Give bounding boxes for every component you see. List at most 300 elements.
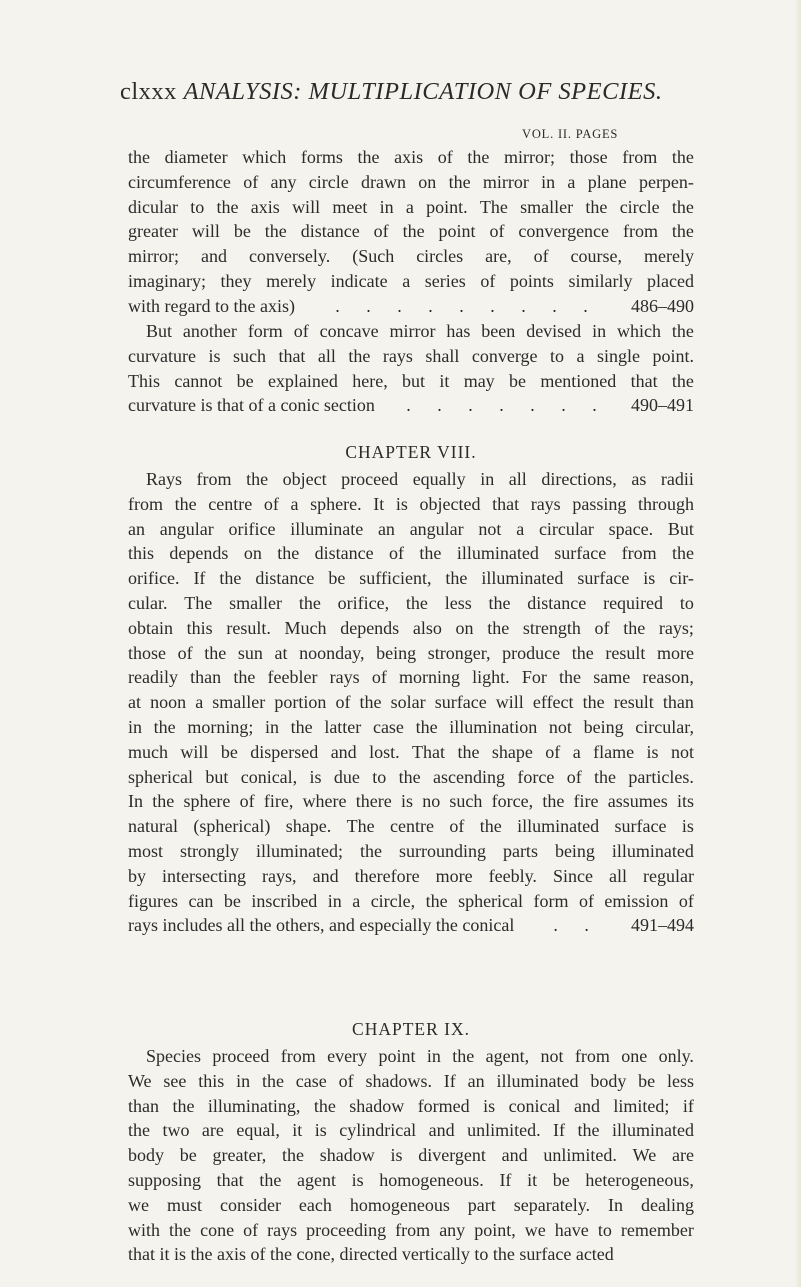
word: latter [324,716,362,737]
word: it [292,1120,303,1141]
word: emission [604,890,669,911]
word: the [448,171,471,192]
word: cone [200,1219,235,1240]
word: in [592,321,607,341]
word: be [509,370,526,391]
word: a [195,692,204,713]
word: every [327,1046,368,1066]
leader-text: curvature is that of a conic section [128,395,375,416]
text-line [128,195,694,220]
word: the [405,592,428,613]
word: rays, [262,865,297,886]
text-line [128,1069,694,1094]
word: diameter [164,147,228,167]
word: which [617,321,661,341]
word: point [438,221,476,242]
word: an [128,518,145,539]
word: there [355,791,392,812]
word: distance [527,592,587,613]
word: rays; [658,617,694,638]
leader-line [128,294,694,319]
word: may [463,370,495,391]
word: single [596,345,640,366]
text-line [128,145,694,170]
page-edge-shadow [795,0,801,1287]
word: separately. [513,1194,591,1215]
word: mirror [389,321,436,341]
word: If [193,568,206,589]
word: the [585,196,608,217]
word: inscribed [251,890,318,911]
word: If [553,1120,566,1141]
word: than [128,1095,159,1116]
word: the [571,642,594,663]
word: intersecting [162,865,247,886]
word: shall [425,345,460,366]
text-line [128,591,694,616]
word: will [292,196,321,217]
word: If [499,1169,512,1190]
word: fire [573,791,599,812]
word: homogeneous [349,1194,450,1215]
word: from [622,147,658,167]
word: be [328,568,346,589]
word: of [177,642,193,663]
page-range: 486–490 [631,295,694,316]
word: parts [502,840,538,861]
word: the [357,147,380,167]
word: point. [426,196,468,217]
word: being [554,840,595,861]
paragraph-lines [128,467,694,913]
word: convergence [518,221,610,242]
word: greater, [212,1145,267,1166]
word: illumination [449,716,538,737]
text-line [128,839,694,864]
word: a [567,171,576,192]
word: lost. [369,741,400,762]
text-line [128,814,694,839]
word: being [376,642,417,663]
word: which [242,147,287,167]
leader-line [128,393,694,418]
text-line [128,344,694,369]
word: more [435,865,473,886]
word: sphere. [310,493,362,514]
word: the [467,147,490,167]
word: course, [570,246,623,267]
text-line [128,492,694,517]
word: limited; [613,1095,670,1116]
word: orifice [228,518,276,539]
word: the [488,592,511,613]
word: surface [554,543,607,564]
word: is [208,345,221,366]
word: concave [319,321,379,341]
word: imaginary; [128,270,206,291]
word: plane [587,171,627,192]
page-number: clxxx [120,78,177,105]
word: of [389,543,405,564]
word: radii [660,469,694,489]
word: If [443,1070,456,1091]
word: the [298,592,321,613]
word: perpen- [638,171,694,192]
word: point [378,1046,416,1066]
word: will [495,692,524,713]
word: illuminated; [256,840,343,861]
word: We [128,1070,152,1091]
word: smaller [520,196,574,217]
word: from [574,1046,610,1066]
word: to [597,1219,612,1240]
word: will [191,221,220,242]
word: and [573,1095,600,1116]
word: portion [274,692,327,713]
word: the [671,321,694,341]
word: agent, [485,1046,530,1066]
word: surface [577,568,630,589]
word: a [572,741,581,762]
word: morning; [187,716,254,737]
word: shadow [319,1145,375,1166]
word: any [270,171,297,192]
word: force [517,766,555,787]
word: in [480,469,495,489]
word: sun [237,642,263,663]
word: directions, [541,469,617,489]
word: a [352,890,361,911]
word: produce [502,642,561,663]
word: in [327,890,342,911]
page-range: 490–491 [631,395,694,416]
text-line [128,789,694,814]
word: to [372,766,387,787]
word: drawn [361,171,406,192]
word: feebler [267,667,318,688]
chapter-heading-ix: CHAPTER IX. [352,1019,470,1039]
text-line [128,616,694,641]
paragraph-chapter-ix [128,1044,694,1267]
word: flame [593,741,635,762]
word: an [467,1070,485,1091]
word: centre [208,493,253,514]
word: shape. [285,816,332,837]
word: be [233,221,251,242]
word: the [128,1120,150,1141]
word: the [623,617,646,638]
word: ascending [433,766,505,787]
word: sufficient, [359,568,432,589]
word: series [424,270,466,291]
word: the [671,196,694,217]
word: the [672,543,694,564]
word: not [540,1046,564,1066]
text-line-last: that it is the axis of the cone, directed vertically to the surface acted [128,1244,614,1265]
word: similarly [568,270,633,291]
word: those [569,147,608,167]
word: Species [146,1046,201,1066]
word: see [163,1070,187,1091]
word: solar [390,692,426,713]
text-line [128,319,694,344]
word: have [554,1219,589,1240]
word: of [489,221,505,242]
word: result [613,692,654,713]
word: that [278,345,306,366]
word: supposing [128,1169,202,1190]
word: of [373,221,389,242]
word: case [295,1070,327,1091]
text-line [128,170,694,195]
word: result [605,642,646,663]
word: figures [128,890,178,911]
text-line [128,740,694,765]
word: objected [419,493,481,514]
chapter-heading-viii: CHAPTER VIII. [345,442,477,462]
word: the [290,716,313,737]
word: due [333,766,360,787]
word: (Such [352,246,395,267]
word: of [338,1070,354,1091]
word: not [478,518,502,539]
word: of [594,617,610,638]
word: the [169,1219,192,1240]
word: the [577,1120,600,1141]
word: the [174,493,197,514]
word: the [671,147,694,167]
word: (spherical) [193,816,271,837]
text-line [128,244,694,269]
word: of [335,692,351,713]
word: are [671,1145,694,1166]
word: shadow [349,1095,405,1116]
word: For [521,667,547,688]
text-line [128,1168,694,1193]
word: illuminated [611,840,694,861]
word: that [492,493,520,514]
word: that [630,370,658,391]
word: has [446,321,471,341]
word: this [128,543,155,564]
word: be [236,370,254,391]
word: the [359,692,382,713]
text-line [128,889,694,914]
word: forms [300,147,343,167]
word: on [455,617,474,638]
word: and [501,1145,528,1166]
word: point. [652,345,694,366]
word: That [412,741,446,762]
word: The [184,592,213,613]
word: heterogeneous, [585,1169,694,1190]
text-line [128,765,694,790]
word: rays [329,667,360,688]
word: this [186,617,213,638]
word: is [309,766,322,787]
word: where [302,791,347,812]
word: an [377,518,395,539]
word: that [216,1169,244,1190]
word: the [542,791,565,812]
word: centre [389,816,434,837]
word: a [516,518,525,539]
word: such [449,791,483,812]
word: But [667,518,694,539]
word: strongly [180,840,240,861]
word: smaller [229,592,283,613]
word: from [280,1046,316,1066]
word: The [479,196,508,217]
text-line [128,566,694,591]
word: by [128,865,146,886]
word: they [220,270,252,291]
word: be [220,741,238,762]
word: body [128,1145,164,1166]
word: orifice. [128,568,180,589]
word: here, [352,370,388,391]
word: are, [485,246,512,267]
word: rays [530,493,561,514]
word: shadows. [365,1070,432,1091]
word: to [549,345,564,366]
word: of [243,171,259,192]
word: depends [340,617,400,638]
word: the [259,1169,282,1190]
word: cir- [669,568,694,589]
word: angular [409,518,464,539]
word: than [662,692,694,713]
word: the [398,766,421,787]
word: of [371,667,387,688]
word: reason, [642,667,694,688]
word: the [594,766,617,787]
word: passing [572,493,627,514]
word: is [395,493,408,514]
word: no [422,791,441,812]
word: spherical [458,890,524,911]
word: We [632,1145,657,1166]
word: illuminated [517,816,600,837]
page-range: 491–494 [631,915,694,936]
word: form [533,890,569,911]
word: assumes [607,791,668,812]
word: stronger, [427,642,491,663]
leader-text: rays includes all the others, and especially the conical [128,915,515,936]
word: of [239,791,255,812]
word: the [445,568,468,589]
word: the [204,642,227,663]
word: all [608,865,627,886]
word: of [449,816,465,837]
word: obtain [128,617,173,638]
word: It [373,493,385,514]
word: is [400,791,413,812]
text-line [128,641,694,666]
word: the [282,1145,304,1166]
word: conical, [240,766,298,787]
word: but [402,370,426,391]
word: on [418,171,437,192]
word: The [346,816,375,837]
word: This [128,370,161,391]
word: any [439,1219,466,1240]
word: circles [416,246,464,267]
word: we [128,1194,149,1215]
word: rays [267,1219,298,1240]
paragraph-lines [128,1044,694,1242]
word: another [182,321,237,341]
word: merely [266,270,317,291]
word: mirror; [503,147,555,167]
word: surface [434,692,487,713]
word: case [372,716,404,737]
word: cannot [174,370,223,391]
word: converge [471,345,538,366]
word: mirror; [128,246,179,267]
word: the [415,716,438,737]
word: as [631,469,647,489]
text-line [128,690,694,715]
paragraph-conic-mirror [128,319,694,418]
word: circular [538,518,594,539]
word: the [153,716,176,737]
word: in [264,716,279,737]
word: body [590,1070,627,1091]
word: smaller [212,692,266,713]
word: In [128,791,143,812]
word: meet [332,196,368,217]
leader-dots: . . . . . . . [406,395,608,416]
word: the [172,1095,195,1116]
word: illuminated [496,1070,579,1091]
word: required [603,592,664,613]
word: consider [219,1194,281,1215]
word: therefore [354,865,420,886]
word: depends [169,543,229,564]
word: cylindrical [339,1120,417,1141]
word: and [200,246,227,267]
word: only. [658,1046,694,1066]
word: from [196,469,232,489]
word: a [405,196,414,217]
word: illuminating, [207,1095,301,1116]
word: Rays [146,469,182,489]
word: it [527,1169,538,1190]
word: result. [226,617,271,638]
word: distance [255,568,315,589]
word: much [128,741,168,762]
word: the [313,1095,336,1116]
text-line [128,665,694,690]
word: axis [394,147,424,167]
word: regular [643,865,694,886]
word: points [509,270,554,291]
word: the [452,1046,475,1066]
word: less [667,1070,694,1091]
word: dealing [640,1194,694,1215]
word: in [379,196,394,217]
word: it [439,370,450,391]
word: circumference [128,171,231,192]
word: the [359,840,382,861]
word: be [638,1070,656,1091]
word: equal, [236,1120,280,1141]
word: of [533,246,549,267]
word: its [676,791,694,812]
word: curvature [128,345,196,366]
paragraph-lines [128,319,694,393]
